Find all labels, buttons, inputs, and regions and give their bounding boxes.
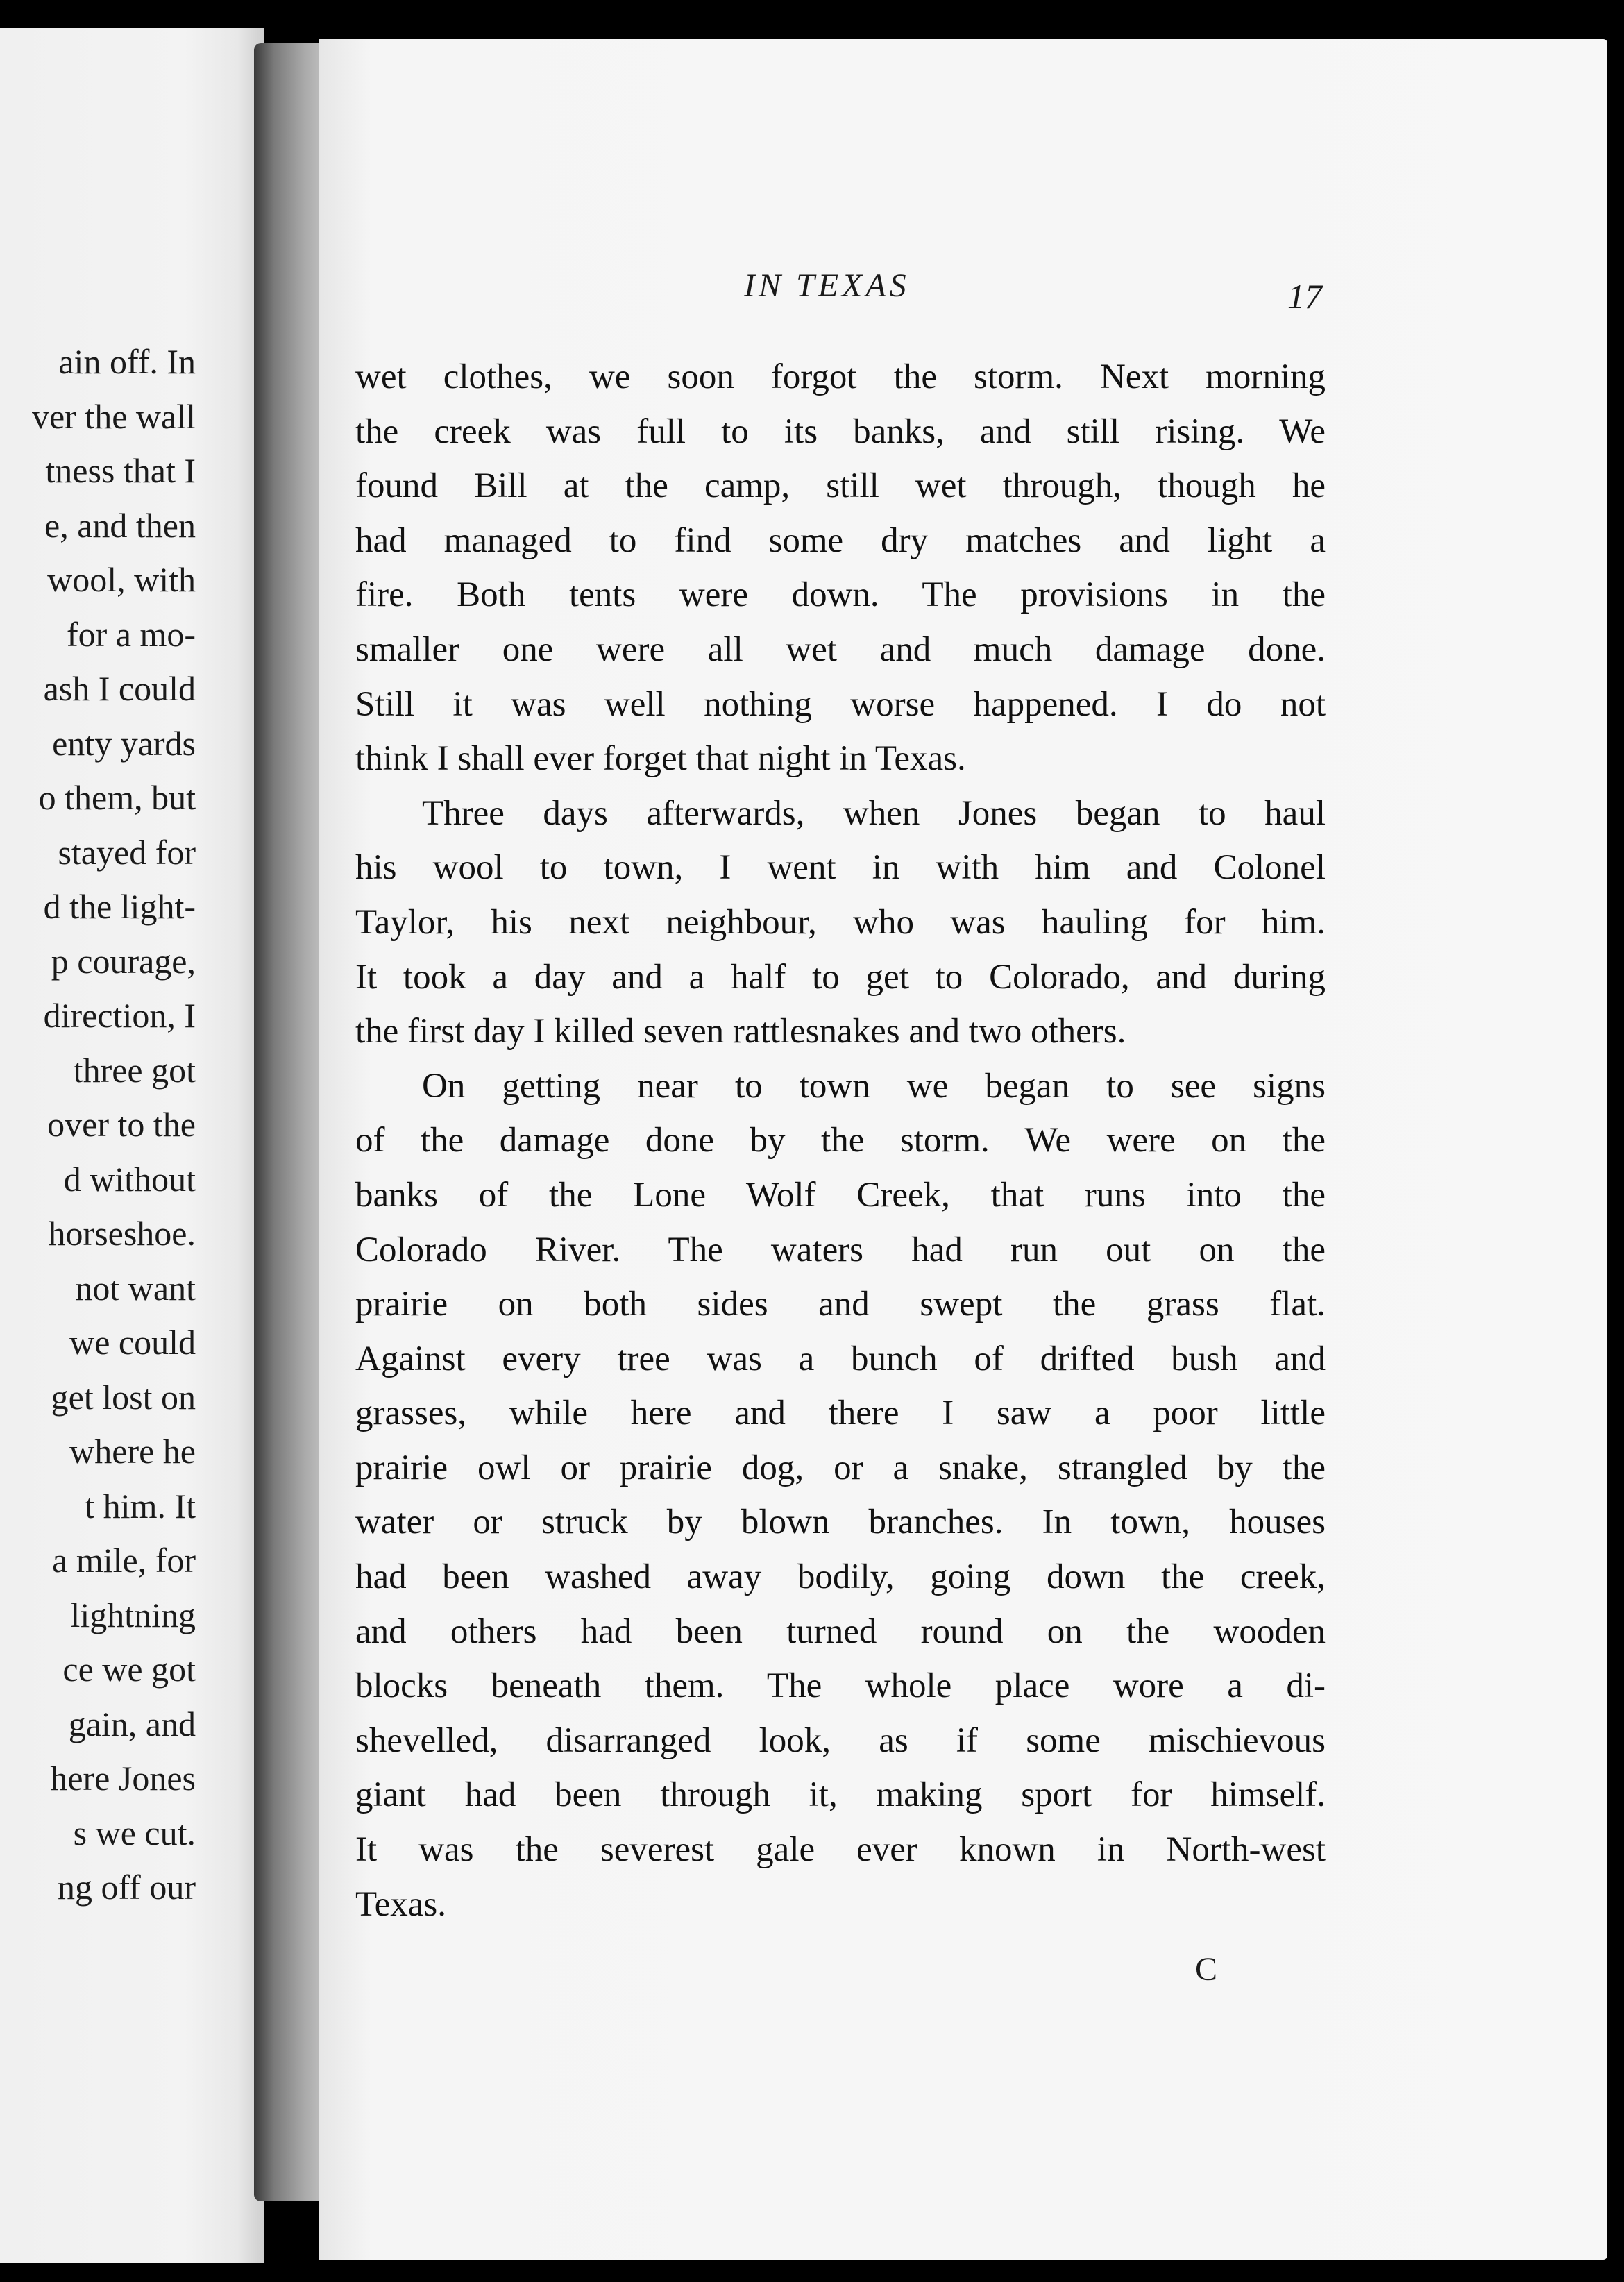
text-line: blocks beneath them. The whole place wore a di-	[355, 1666, 1326, 1706]
left-page-line: d without	[63, 1159, 196, 1199]
left-page-line: here Jones	[50, 1759, 196, 1798]
left-page-line: we could	[69, 1323, 196, 1362]
signature-mark: C	[1195, 1951, 1218, 1988]
text-line: wet clothes, we soon forgot the storm. Next morning	[355, 357, 1326, 396]
text-line: Texas.	[355, 1884, 446, 1924]
left-page-line: ain off. In	[58, 342, 196, 381]
left-page-text	[32, 335, 196, 1915]
body-text	[355, 350, 1326, 1932]
left-page-line: for a mo-	[66, 614, 196, 654]
text-line: Against every tree was a bunch of drifted bush and	[355, 1339, 1326, 1378]
text-line: had managed to find some dry matches and light a	[355, 521, 1326, 560]
left-page-line: p courage,	[51, 941, 196, 981]
left-page-line: stayed for	[58, 832, 196, 872]
left-page-line: horseshoe.	[48, 1214, 196, 1253]
text-line: Three days afterwards, when Jones began to haul	[422, 793, 1326, 833]
text-line: and others had been turned round on the wooden	[355, 1612, 1326, 1651]
left-page	[0, 28, 264, 2263]
text-line: think I shall ever forget that night in Texas.	[355, 739, 966, 779]
left-page-line: over to the	[47, 1105, 196, 1144]
left-page-line: ce we got	[62, 1650, 196, 1689]
text-line: had been washed away bodily, going down the creek,	[355, 1557, 1326, 1597]
page-number: 17	[1287, 277, 1322, 316]
text-line: It took a day and a half to get to Colorado, and during	[355, 957, 1326, 997]
text-line: On getting near to town we began to see signs	[422, 1066, 1326, 1106]
left-page-line: lightning	[70, 1595, 196, 1634]
text-line: the first day I killed seven rattlesnakes and two others.	[355, 1012, 1126, 1051]
left-page-line: tness that I	[45, 451, 196, 490]
text-line: of the damage done by the storm. We were on the	[355, 1121, 1326, 1160]
text-line: water or struck by blown branches. In town, houses	[355, 1503, 1326, 1542]
text-line: prairie on both sides and swept the grass flat.	[355, 1285, 1326, 1324]
left-page-line: wool, with	[47, 560, 196, 599]
left-page-line: ng off our	[57, 1868, 196, 1907]
left-page-line: d the light-	[43, 887, 196, 926]
left-page-line: where he	[69, 1432, 196, 1471]
running-head: IN TEXAS	[744, 267, 910, 304]
left-page-line: enty yards	[52, 723, 196, 763]
paragraph	[355, 1059, 1326, 1932]
text-line: the creek was full to its banks, and still rising. We	[355, 412, 1326, 451]
left-page-line: get lost on	[51, 1377, 196, 1417]
text-line: It was the severest gale ever known in North-west	[355, 1830, 1326, 1870]
text-line: smaller one were all wet and much damage done.	[355, 629, 1326, 669]
text-line: shevelled, disarranged look, as if some mischievous	[355, 1721, 1326, 1760]
left-page-line: t him. It	[85, 1486, 196, 1525]
left-page-line: not want	[75, 1268, 196, 1308]
paragraph	[355, 350, 1326, 786]
text-line: Colorado River. The waters had run out on the	[355, 1230, 1326, 1269]
left-page-line: three got	[73, 1050, 196, 1090]
left-page-line: s we cut.	[73, 1813, 196, 1852]
text-line: prairie owl or prairie dog, or a snake, strangled by the	[355, 1448, 1326, 1487]
text-line: banks of the Lone Wolf Creek, that runs into the	[355, 1175, 1326, 1215]
left-page-line: e, and then	[44, 505, 196, 545]
paragraph	[355, 786, 1326, 1059]
text-line: his wool to town, I went in with him and Colonel	[355, 848, 1326, 888]
left-page-line: a mile, for	[52, 1541, 196, 1580]
left-page-line: ver the wall	[31, 396, 196, 436]
text-line: Taylor, his next neighbour, who was hauling for him.	[355, 902, 1326, 942]
text-line: giant had been through it, making sport for himself.	[355, 1775, 1326, 1815]
text-line: Still it was well nothing worse happened. I do not	[355, 684, 1326, 724]
text-line: found Bill at the camp, still wet through, though he	[355, 466, 1326, 506]
text-line: fire. Both tents were down. The provisions in the	[355, 575, 1326, 615]
left-page-line: gain, and	[68, 1704, 196, 1743]
text-line: grasses, while here and there I saw a poor little	[355, 1394, 1326, 1433]
left-page-line: ash I could	[43, 669, 196, 708]
left-page-line: o them, but	[38, 778, 196, 817]
left-page-line: direction, I	[43, 996, 196, 1035]
